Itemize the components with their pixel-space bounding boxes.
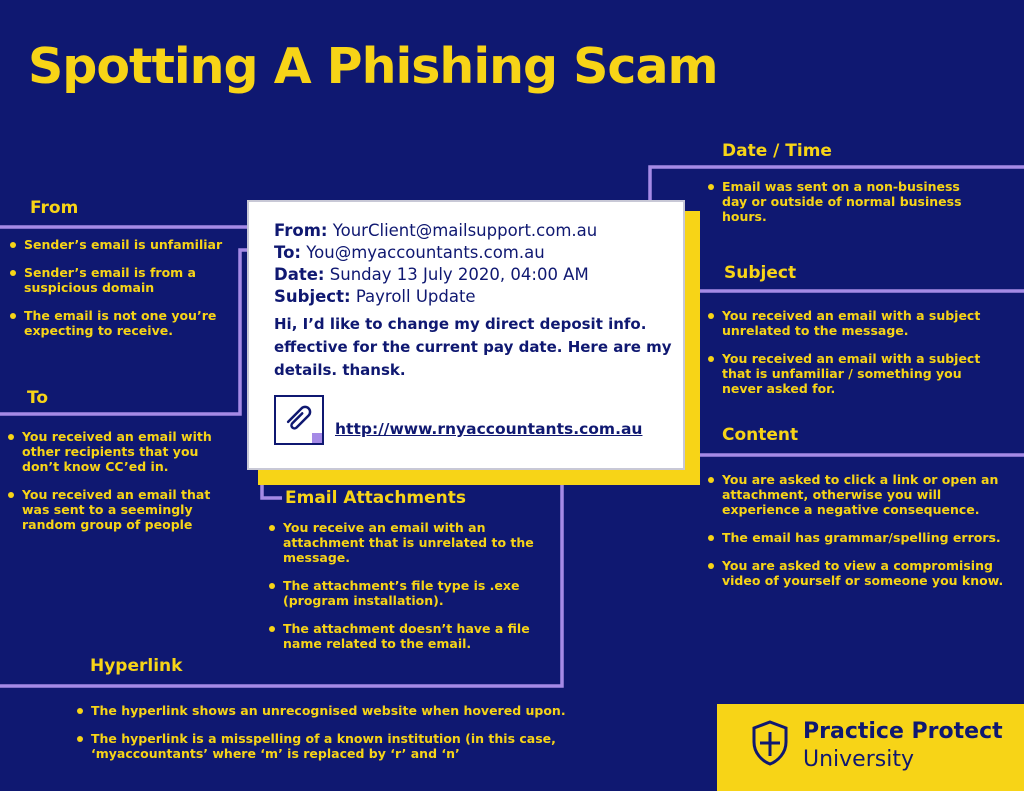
email-from-line xyxy=(274,220,597,242)
list-item: The email is not one you’re expecting to receive. xyxy=(8,308,228,338)
list-item: The email has grammar/spelling errors. xyxy=(706,530,1011,545)
to-points xyxy=(6,429,218,545)
hyperlink-heading: Hyperlink xyxy=(90,656,183,676)
email-subject-label: Subject: xyxy=(274,287,351,306)
hyperlink-points xyxy=(75,703,635,774)
logo-subtitle: University xyxy=(803,747,914,772)
to-heading: To xyxy=(27,388,49,408)
email-date-value: Sunday 13 July 2020, 04:00 AM xyxy=(329,265,589,284)
from-heading: From xyxy=(30,198,79,218)
email-body: Hi, I’d like to change my direct deposit info. effective for the current pay date. Here are my details. thansk. xyxy=(274,315,672,379)
list-item: You received an email with a subject that is unfamiliar / something you never asked for. xyxy=(706,351,996,396)
content-points xyxy=(706,472,1011,601)
list-item: You received an email with other recipients that you don’t know CC’ed in. xyxy=(6,429,218,474)
email-card xyxy=(247,200,685,470)
list-item: The attachment’s file type is .exe (program installation). xyxy=(267,578,552,608)
list-item: Sender’s email is unfamiliar xyxy=(8,237,228,252)
list-item: You received an email that was sent to a seemingly random group of people xyxy=(6,487,218,532)
email-hyperlink[interactable]: http://www.rnyaccountants.com.au xyxy=(335,420,643,438)
attachments-heading: Email Attachments xyxy=(285,488,467,508)
date-time-points xyxy=(706,179,976,237)
list-item: The hyperlink is a misspelling of a known institution (in this case, ‘myaccountants’ where ‘m’ is replaced by ‘r’ and ‘n’ xyxy=(75,731,635,761)
email-date-label: Date: xyxy=(274,265,325,284)
content-heading: Content xyxy=(722,425,799,445)
email-header xyxy=(274,220,597,308)
subject-points xyxy=(706,308,996,409)
email-to-value: You@myaccountants.com.au xyxy=(306,243,545,262)
email-to-label: To: xyxy=(274,243,301,262)
list-item: Sender’s email is from a suspicious domain xyxy=(8,265,228,295)
date-time-heading: Date / Time xyxy=(722,141,832,161)
email-date-line xyxy=(274,264,597,286)
attachment-corner xyxy=(312,433,322,443)
list-item: You are asked to view a compromising video of yourself or someone you know. xyxy=(706,558,1011,588)
list-item: You received an email with a subject unrelated to the message. xyxy=(706,308,996,338)
email-from-label: From: xyxy=(274,221,328,240)
email-to-line xyxy=(274,242,597,264)
email-subject-value: Payroll Update xyxy=(355,287,476,306)
subject-heading: Subject xyxy=(724,263,797,283)
page-title: Spotting A Phishing Scam xyxy=(28,38,718,95)
list-item: You are asked to click a link or open an attachment, otherwise you will experience a negative consequence. xyxy=(706,472,1011,517)
logo-box xyxy=(717,704,1024,791)
attachment-icon[interactable] xyxy=(274,395,324,445)
email-from-value: YourClient@mailsupport.com.au xyxy=(332,221,598,240)
list-item: You receive an email with an attachment that is unrelated to the message. xyxy=(267,520,552,565)
email-subject-line xyxy=(274,286,597,308)
list-item: Email was sent on a non-business day or outside of normal business hours. xyxy=(706,179,976,224)
attachments-points xyxy=(267,520,552,664)
list-item: The hyperlink shows an unrecognised website when hovered upon. xyxy=(75,703,635,718)
logo-title: Practice Protect xyxy=(803,719,1003,744)
from-points xyxy=(8,237,228,351)
shield-icon xyxy=(751,720,789,766)
list-item: The attachment doesn’t have a file name related to the email. xyxy=(267,621,552,651)
